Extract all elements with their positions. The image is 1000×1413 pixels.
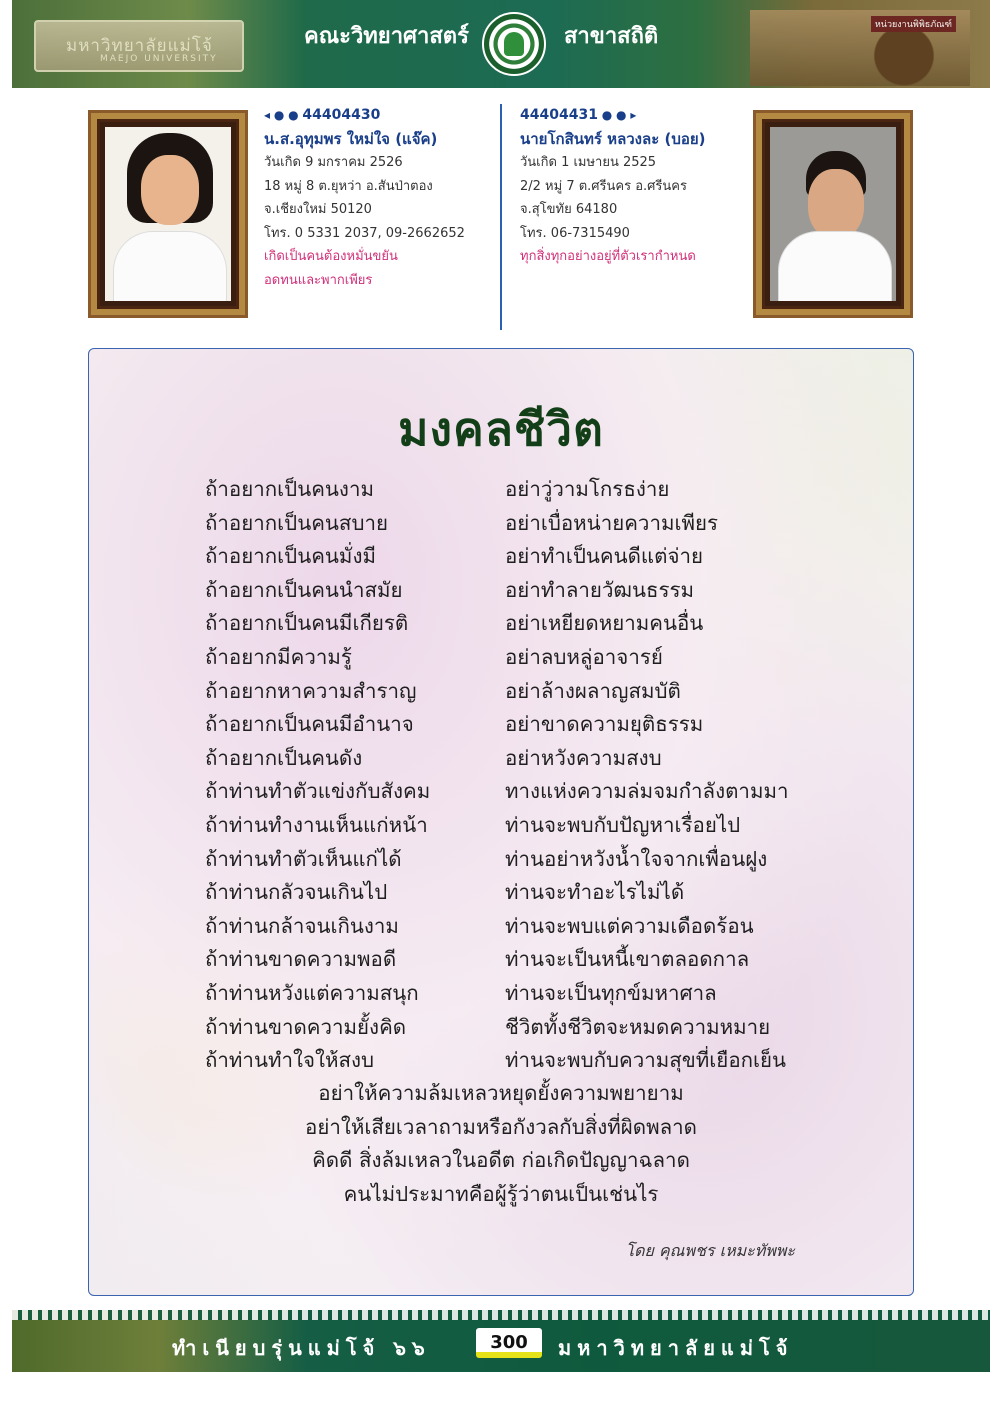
cart-wheel-image: หน่วยงานพิพิธภัณฑ์ <box>750 10 970 86</box>
poem-line: อย่าล้างผลาญสมบัติ <box>505 678 681 703</box>
poem-line: ท่านจะเป็นทุกข์มหาศาล <box>505 980 717 1005</box>
student-address-line1: 18 หมู่ 8 ต.ยุหว่า อ.สันป่าตอง <box>264 178 433 194</box>
student-address-line1: 2/2 หมู่ 7 ต.ศรีนคร อ.ศรีนคร <box>520 178 687 194</box>
student-birthdate: วันเกิด 1 เมษายน 2525 <box>520 155 657 170</box>
profile-divider <box>500 104 502 330</box>
poem-author: โดย คุณพชร เหมะทัพพะ <box>625 1241 795 1260</box>
student-photo-2 <box>753 110 913 318</box>
poem-left-column <box>205 473 430 1078</box>
poem-line: อย่าทำเป็นคนดีแต่จ่าย <box>505 544 703 569</box>
poem-line: ถ้าอยากเป็นคนงาม <box>205 477 374 501</box>
poem-line: ถ้าท่านทำตัวแข่งกับสังคม <box>205 779 431 804</box>
university-sign-text: มหาวิทยาลัยแม่โจ้ <box>66 36 213 56</box>
poem-line: อย่าทำลายวัฒนธรรม <box>505 577 695 602</box>
student-phone: โทร. 0 5331 2037, 09-2662652 <box>264 225 465 241</box>
department-title: สาขาสถิติ <box>564 24 659 49</box>
poem-line: ถ้าอยากเป็นคนนำสมัย <box>205 577 403 602</box>
student-id: 44404430 <box>302 107 381 123</box>
poem-line: ถ้าท่านทำตัวเห็นแก่ได้ <box>205 846 402 871</box>
bullet-dots-icon: ● ● ▸ <box>597 108 637 122</box>
faculty-title: คณะวิทยาศาสตร์ <box>304 24 469 49</box>
university-sign-image <box>34 20 244 72</box>
poem-line: ท่านจะทำอะไรไม่ได้ <box>505 880 685 905</box>
poem-line: ถ้าอยากเป็นคนมีเกียรติ <box>205 611 409 636</box>
student-name: น.ส.อุทุมพร ใหม่ใจ (แจ๊ค) <box>264 129 438 148</box>
student-photo-1 <box>88 110 248 318</box>
poem-line: ถ้าอยากเป็นคนมั่งมี <box>205 544 376 569</box>
poem-line: อย่าวู่วามโกรธง่าย <box>505 477 670 501</box>
student-address-line2: จ.เชียงใหม่ 50120 <box>264 202 372 217</box>
poem-line: ถ้าอยากมีความรู้ <box>205 644 352 669</box>
poem-panel <box>88 348 914 1296</box>
poem-line: อย่าหวังความสงบ <box>505 745 662 770</box>
poem-right-column <box>505 473 788 1078</box>
poem-line: ท่านอย่าหวังน้ำใจจากเพื่อนฝูง <box>505 846 768 871</box>
university-seal-icon <box>482 12 546 76</box>
poem-line: อย่าเหยียดหยามคนอื่น <box>505 611 704 636</box>
student-motto-line1: ทุกสิ่งทุกอย่างอยู่ที่ตัวเรากำหนด <box>520 249 696 264</box>
poem-line: ถ้าท่านขาดความยั้งคิด <box>205 1014 407 1039</box>
student-motto-line1: เกิดเป็นคนต้องหมั่นขยัน <box>264 249 398 264</box>
poem-line: ถ้าท่านกลัวจนเกินไป <box>205 880 388 905</box>
poem-line: คิดดี สิ่งล้มเหลวในอดีต ก่อเกิดปัญญาฉลาด <box>312 1148 690 1173</box>
footer-yearbook-title: ทำเนียบรุ่นแม่โจ้ ๖๖ <box>172 1336 431 1360</box>
portrait-image <box>105 127 231 301</box>
poem-line: อย่าให้เสียเวลาถามหรือกังวลกับสิ่งที่ผิดพลาด <box>305 1114 697 1139</box>
portrait-image <box>770 127 896 301</box>
bullet-dots-icon: ◂ ● ● <box>264 108 303 122</box>
student-birthdate: วันเกิด 9 มกราคม 2526 <box>264 155 403 170</box>
poem-line: ถ้าอยากเป็นคนดัง <box>205 745 363 770</box>
poem-line: คนไม่ประมาทคือผู้รู้ว่าตนเป็นเช่นไร <box>343 1181 659 1206</box>
poem-line: ถ้าท่านขาดความพอดี <box>205 947 397 972</box>
poem-line: อย่าให้ความล้มเหลวหยุดยั้งความพยายาม <box>318 1081 684 1105</box>
poem-line: ถ้าท่านทำใจให้สงบ <box>205 1048 375 1073</box>
poem-line: อย่าเบื่อหน่ายความเพียร <box>505 510 719 535</box>
student-address-line2: จ.สุโขทัย 64180 <box>520 202 618 217</box>
footer-university-name: มหาวิทยาลัยแม่โจ้ <box>558 1336 794 1360</box>
university-sign-text-en: MAEJO UNIVERSITY <box>100 54 218 64</box>
header-banner <box>12 0 990 88</box>
poem-line: ท่านจะพบกับความสุขที่เยือกเย็น <box>505 1048 787 1073</box>
poem-line: ถ้าอยากเป็นคนสบาย <box>205 510 388 535</box>
student-profile-1 <box>264 104 465 292</box>
footer-banner <box>12 1310 990 1372</box>
footer-stripe <box>12 1310 990 1320</box>
poem-line: ชีวิตทั้งชีวิตจะหมดความหมาย <box>505 1014 771 1039</box>
student-profile-2 <box>520 104 706 269</box>
poem-line: อย่าลบหลู่อาจารย์ <box>505 644 663 669</box>
poem-line: ท่านจะเป็นหนี้เขาตลอดกาล <box>505 947 750 972</box>
poem-line: ถ้าท่านกล้าจนเกินงาม <box>205 913 399 938</box>
poem-line: ทางแห่งความล่มจมกำลังตามมา <box>505 779 789 804</box>
poem-line: ท่านจะพบกับปัญหาเรื่อยไป <box>505 812 741 837</box>
poem-closing-stanza <box>89 1077 913 1211</box>
poem-title: มงคลชีวิต <box>398 402 604 456</box>
poem-line: ถ้าท่านทำงานเห็นแก่หน้า <box>205 812 428 837</box>
poem-line: ท่านจะพบแต่ความเดือดร้อน <box>505 913 754 938</box>
poem-line: ถ้าอยากเป็นคนมีอำนาจ <box>205 712 414 737</box>
poem-line: ถ้าอยากหาความสำราญ <box>205 678 417 703</box>
poem-line: ถ้าท่านหวังแต่ความสนุก <box>205 980 419 1005</box>
student-id: 44404431 <box>520 107 598 123</box>
page-number: 300 <box>476 1328 542 1358</box>
student-motto-line2: อดทนและพากเพียร <box>264 272 373 288</box>
student-name: นายโกสินทร์ หลวงละ (บอย) <box>520 129 706 148</box>
student-phone: โทร. 06-7315490 <box>520 225 630 241</box>
poem-line: อย่าขาดความยุติธรรม <box>505 712 704 737</box>
